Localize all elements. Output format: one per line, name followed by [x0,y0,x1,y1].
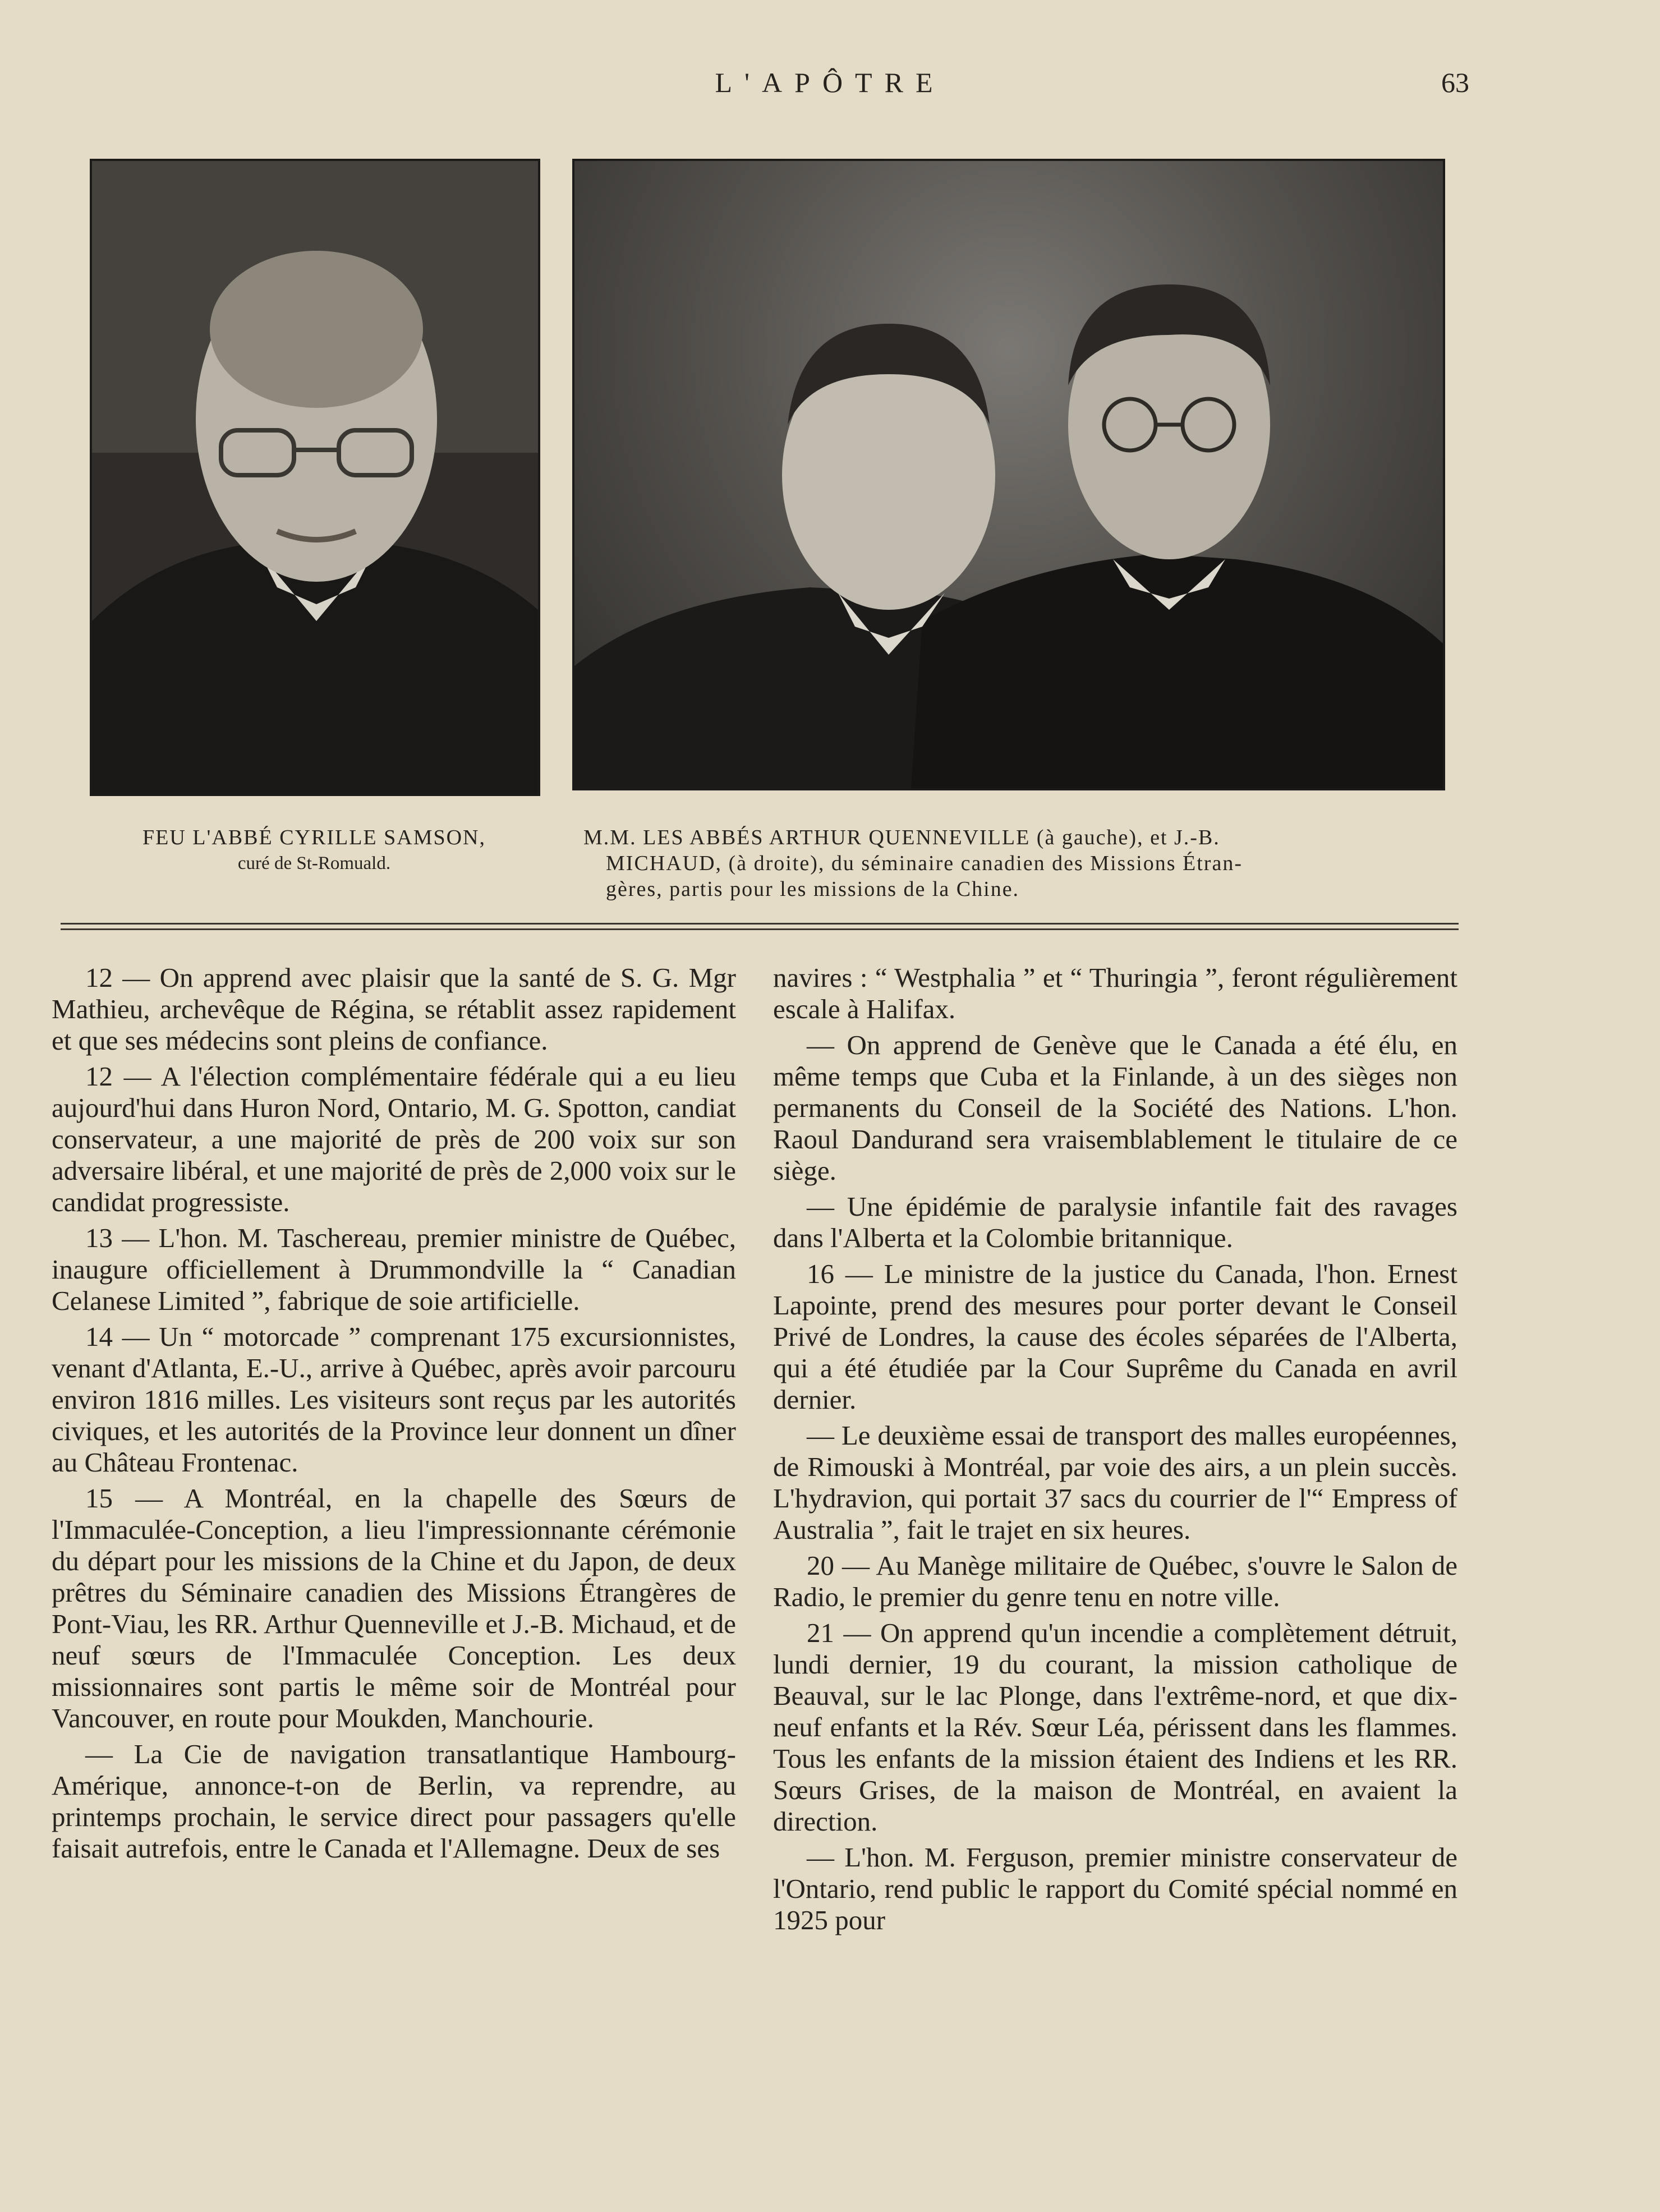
paragraph: — Le deuxième essai de transport des malles européennes, de Rimouski à Montréal, par voie des airs, a un plein succès. L'hydravion, qui portait 37 sacs du courrier de l'“ Empress of Australia ”, fait le trajet en six heures. [773,1420,1457,1545]
portrait-illustration [92,161,538,794]
portrait-photo-quenneville-michaud [572,159,1445,790]
text-column-right [773,962,1457,1940]
caption-right-line-3: gères, partis pour les missions de la Chine. [606,877,1020,901]
caption-left-subtitle: curé de St-Romuald. [237,853,391,873]
divider-rule-top [61,923,1459,925]
running-title: L'APÔTRE [715,67,945,98]
paragraph: 15 — A Montréal, en la chapelle des Sœurs de l'Immaculée-Conception, a lieu l'impressionnante cérémonie du départ pour les missions de la Chine et du Japon, de deux prêtres du Séminaire canadien des Missions Étrangères de Pont-Viau, les RR. Arthur Quenneville et J.-B. Michaud, et de neuf sœurs de l'Immaculée Conception. Les deux missionnaires sont partis le même soir de Montréal pour Vancouver, en route pour Moukden, Manchourie. [52,1483,736,1733]
caption-left-name: FEU L'ABBÉ CYRILLE SAMSON, [142,826,486,849]
paragraph: — L'hon. M. Ferguson, premier ministre conservateur de l'Ontario, rend public le rapport du Comité spécial nommé en 1925 pour [773,1842,1457,1935]
photo-caption-right [583,825,1436,902]
paragraph: 14 — Un “ motorcade ” comprenant 175 excursionnistes, venant d'Atlanta, E.-U., arrive à Québec, après avoir parcouru environ 1816 milles. Les visiteurs sont reçus par les autorités civiques, et les autorités de la Province leur donnent un dîner au Château Frontenac. [52,1321,736,1478]
paragraph: 20 — Au Manège militaire de Québec, s'ouvre le Salon de Radio, le premier du genre tenu en notre ville. [773,1550,1457,1612]
paragraph-continuation: navires : “ Westphalia ” et “ Thuringia ”, feront régulièrement escale à Halifax. [773,962,1457,1024]
caption-right-line-2: MICHAUD, (à droite), du séminaire canadien des Missions Étran- [606,852,1243,875]
paragraph: — On apprend de Genève que le Canada a été élu, en même temps que Cuba et la Finlande, à un des sièges non permanents du Conseil de la Société des Nations. L'hon. Raoul Dandurand sera vraisemblablement le titulaire de ce siège. [773,1029,1457,1186]
double-portrait-illustration [574,161,1443,788]
paragraph: 21 — On apprend qu'un incendie a complètement détruit, lundi dernier, 19 du courant, la mission catholique de Beauval, sur le lac Plonge, dans l'extrême-nord, et que dix-neuf enfants et la Rév. Sœur Léa, périssent dans les flammes. Tous les enfants de la mission étaient des Indiens et les RR. Sœurs Grises, de la maison de Montréal, en avaient la direction. [773,1617,1457,1837]
photo-caption-left [90,825,539,876]
text-column-left [52,962,736,1869]
paragraph: — Une épidémie de paralysie infantile fait des ravages dans l'Alberta et la Colombie britannique. [773,1191,1457,1253]
caption-right-line-1: M.M. LES ABBÉS ARTHUR QUENNEVILLE (à gauche), et J.-B. [583,826,1220,849]
paragraph: 13 — L'hon. M. Taschereau, premier ministre de Québec, inaugure officiellement à Drummondville la “ Canadian Celanese Limited ”, fabrique de soie artificielle. [52,1222,736,1316]
page-number: 63 [1441,67,1469,98]
divider-rule-bottom [61,928,1459,930]
paragraph: — La Cie de navigation transatlantique Hambourg-Amérique, annonce-t-on de Berlin, va reprendre, au printemps prochain, le service direct pour passagers qu'elle faisait autrefois, entre le Canada et l'Allemagne. Deux de ses [52,1739,736,1864]
paragraph: 12 — On apprend avec plaisir que la santé de S. G. Mgr Mathieu, archevêque de Régina, se rétablit assez rapidement et que ses médecins sont pleins de confiance. [52,962,736,1056]
paragraph: 16 — Le ministre de la justice du Canada, l'hon. Ernest Lapointe, prend des mesures pour porter devant le Conseil Privé de Londres, la cause des écoles séparées de l'Alberta, qui a été étudiée par la Cour Suprême du Canada en avril dernier. [773,1258,1457,1415]
paragraph: 12 — A l'élection complémentaire fédérale qui a eu lieu aujourd'hui dans Huron Nord, Ontario, M. G. Spotton, candiat conservateur, a une majorité de près de 200 voix sur son adversaire libéral, et une majorité de près de 2,000 voix sur le candidat progressiste. [52,1061,736,1217]
portrait-photo-samson [90,159,540,796]
